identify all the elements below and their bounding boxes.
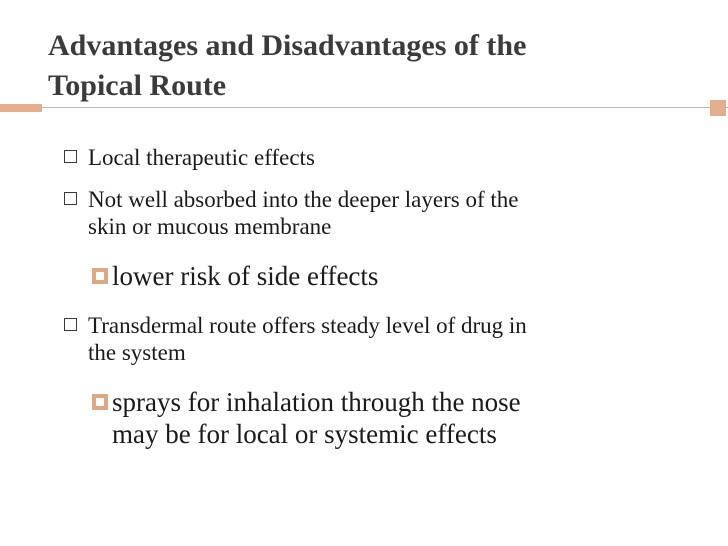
sub-bullet-text [112, 386, 692, 450]
bullet-line: Local therapeutic effects [88, 145, 315, 170]
title-line-2: Topical Route [48, 69, 227, 102]
title-corner-square [710, 100, 726, 116]
bullet-text [88, 144, 678, 171]
square-bullet-icon [64, 318, 77, 331]
filled-square-bullet-icon [92, 394, 108, 410]
square-bullet-icon [64, 150, 77, 163]
bullet-line: skin or mucous membrane [88, 214, 332, 239]
sub-bullet-line: may be for local or systemic effects [112, 419, 497, 449]
title-divider [42, 107, 728, 108]
bullet-text [88, 186, 678, 240]
sub-bullet-text [112, 260, 692, 292]
bullet-line: the system [88, 340, 186, 365]
square-bullet-icon [64, 192, 77, 205]
slide-title [48, 26, 688, 106]
bullet-line: Not well absorbed into the deeper layers of the [88, 187, 519, 212]
title-accent-bar [0, 104, 42, 112]
title-line-1: Advantages and Disadvantages of the [48, 29, 527, 62]
filled-square-bullet-icon [92, 268, 108, 284]
sub-bullet-line: sprays for inhalation through the nose [112, 387, 521, 417]
bullet-line: Transdermal route offers steady level of drug in [88, 313, 527, 338]
bullet-text [88, 312, 678, 366]
sub-bullet-line: lower risk of side effects [112, 261, 379, 291]
